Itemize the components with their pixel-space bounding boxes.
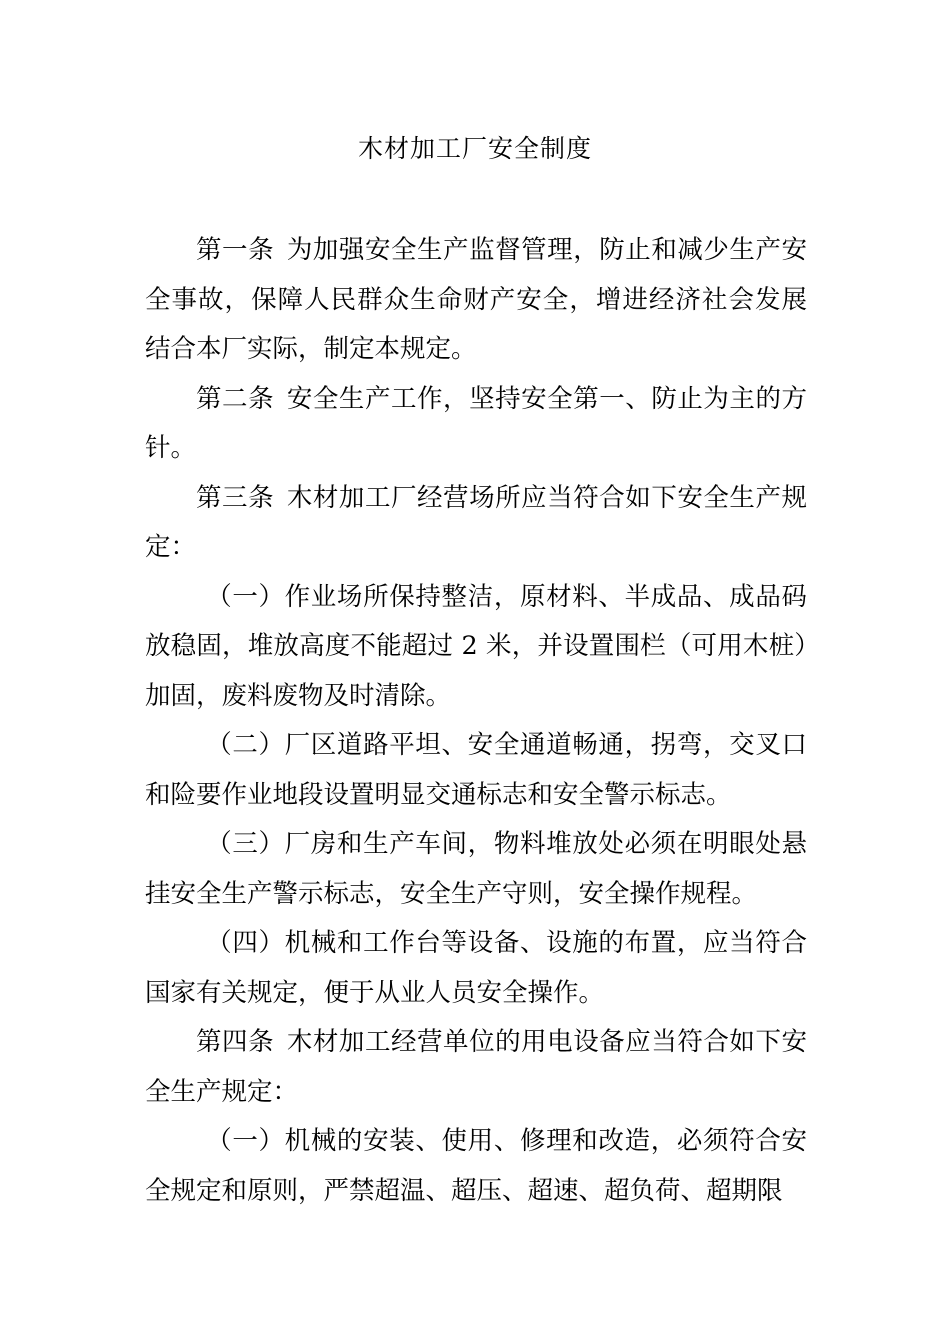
list-item: （四）机械和工作台等设备、设施的布置，应当符合国家有关规定，便于从业人员安全操作。 bbox=[145, 928, 807, 1008]
list-item: （二）厂区道路平坦、安全通道畅通，拐弯，交叉口和险要作业地段设置明显交通标志和安全警示标志。 bbox=[145, 730, 807, 810]
document-title: 木材加工厂安全制度 bbox=[357, 134, 592, 163]
article-number: 第二条 bbox=[196, 383, 275, 414]
article-text: 木材加工厂经营场所应当符合如下安全生产规定： bbox=[145, 482, 807, 562]
article-number: 第四条 bbox=[196, 1027, 275, 1057]
list-item: （一）作业场所保持整洁，原材料、半成品、成品码放稳固，堆放高度不能超过 2 米，并设置围栏（可用木桩）加固，废料废物及时清除。 bbox=[145, 581, 807, 711]
list-item: （三）厂房和生产车间，物料堆放处必须在明眼处悬挂安全生产警示标志，安全生产守则，安全操作规程。 bbox=[145, 829, 807, 909]
article-paragraph bbox=[145, 1018, 807, 1117]
article-text: 安全生产工作，坚持安全第一、防止为主的方针。 bbox=[145, 383, 807, 463]
article-paragraph bbox=[145, 375, 807, 474]
list-item: （一）机械的安装、使用、修理和改造，必须符合安全规定和原则，严禁超温、超压、超速、超负荷、超期限 bbox=[145, 1126, 807, 1206]
article-text: 木材加工经营单位的用电设备应当符合如下安全生产规定： bbox=[145, 1027, 807, 1107]
document-body bbox=[145, 226, 807, 1216]
article-number: 第一条 bbox=[196, 235, 275, 265]
article-paragraph bbox=[145, 474, 807, 573]
article-number: 第三条 bbox=[196, 482, 275, 513]
article-paragraph bbox=[145, 226, 807, 375]
article-text: 为加强安全生产监督管理，防止和减少生产安全事故，保障人民群众生命财产安全，增进经济社会发展结合本厂实际，制定本规定。 bbox=[145, 235, 807, 364]
